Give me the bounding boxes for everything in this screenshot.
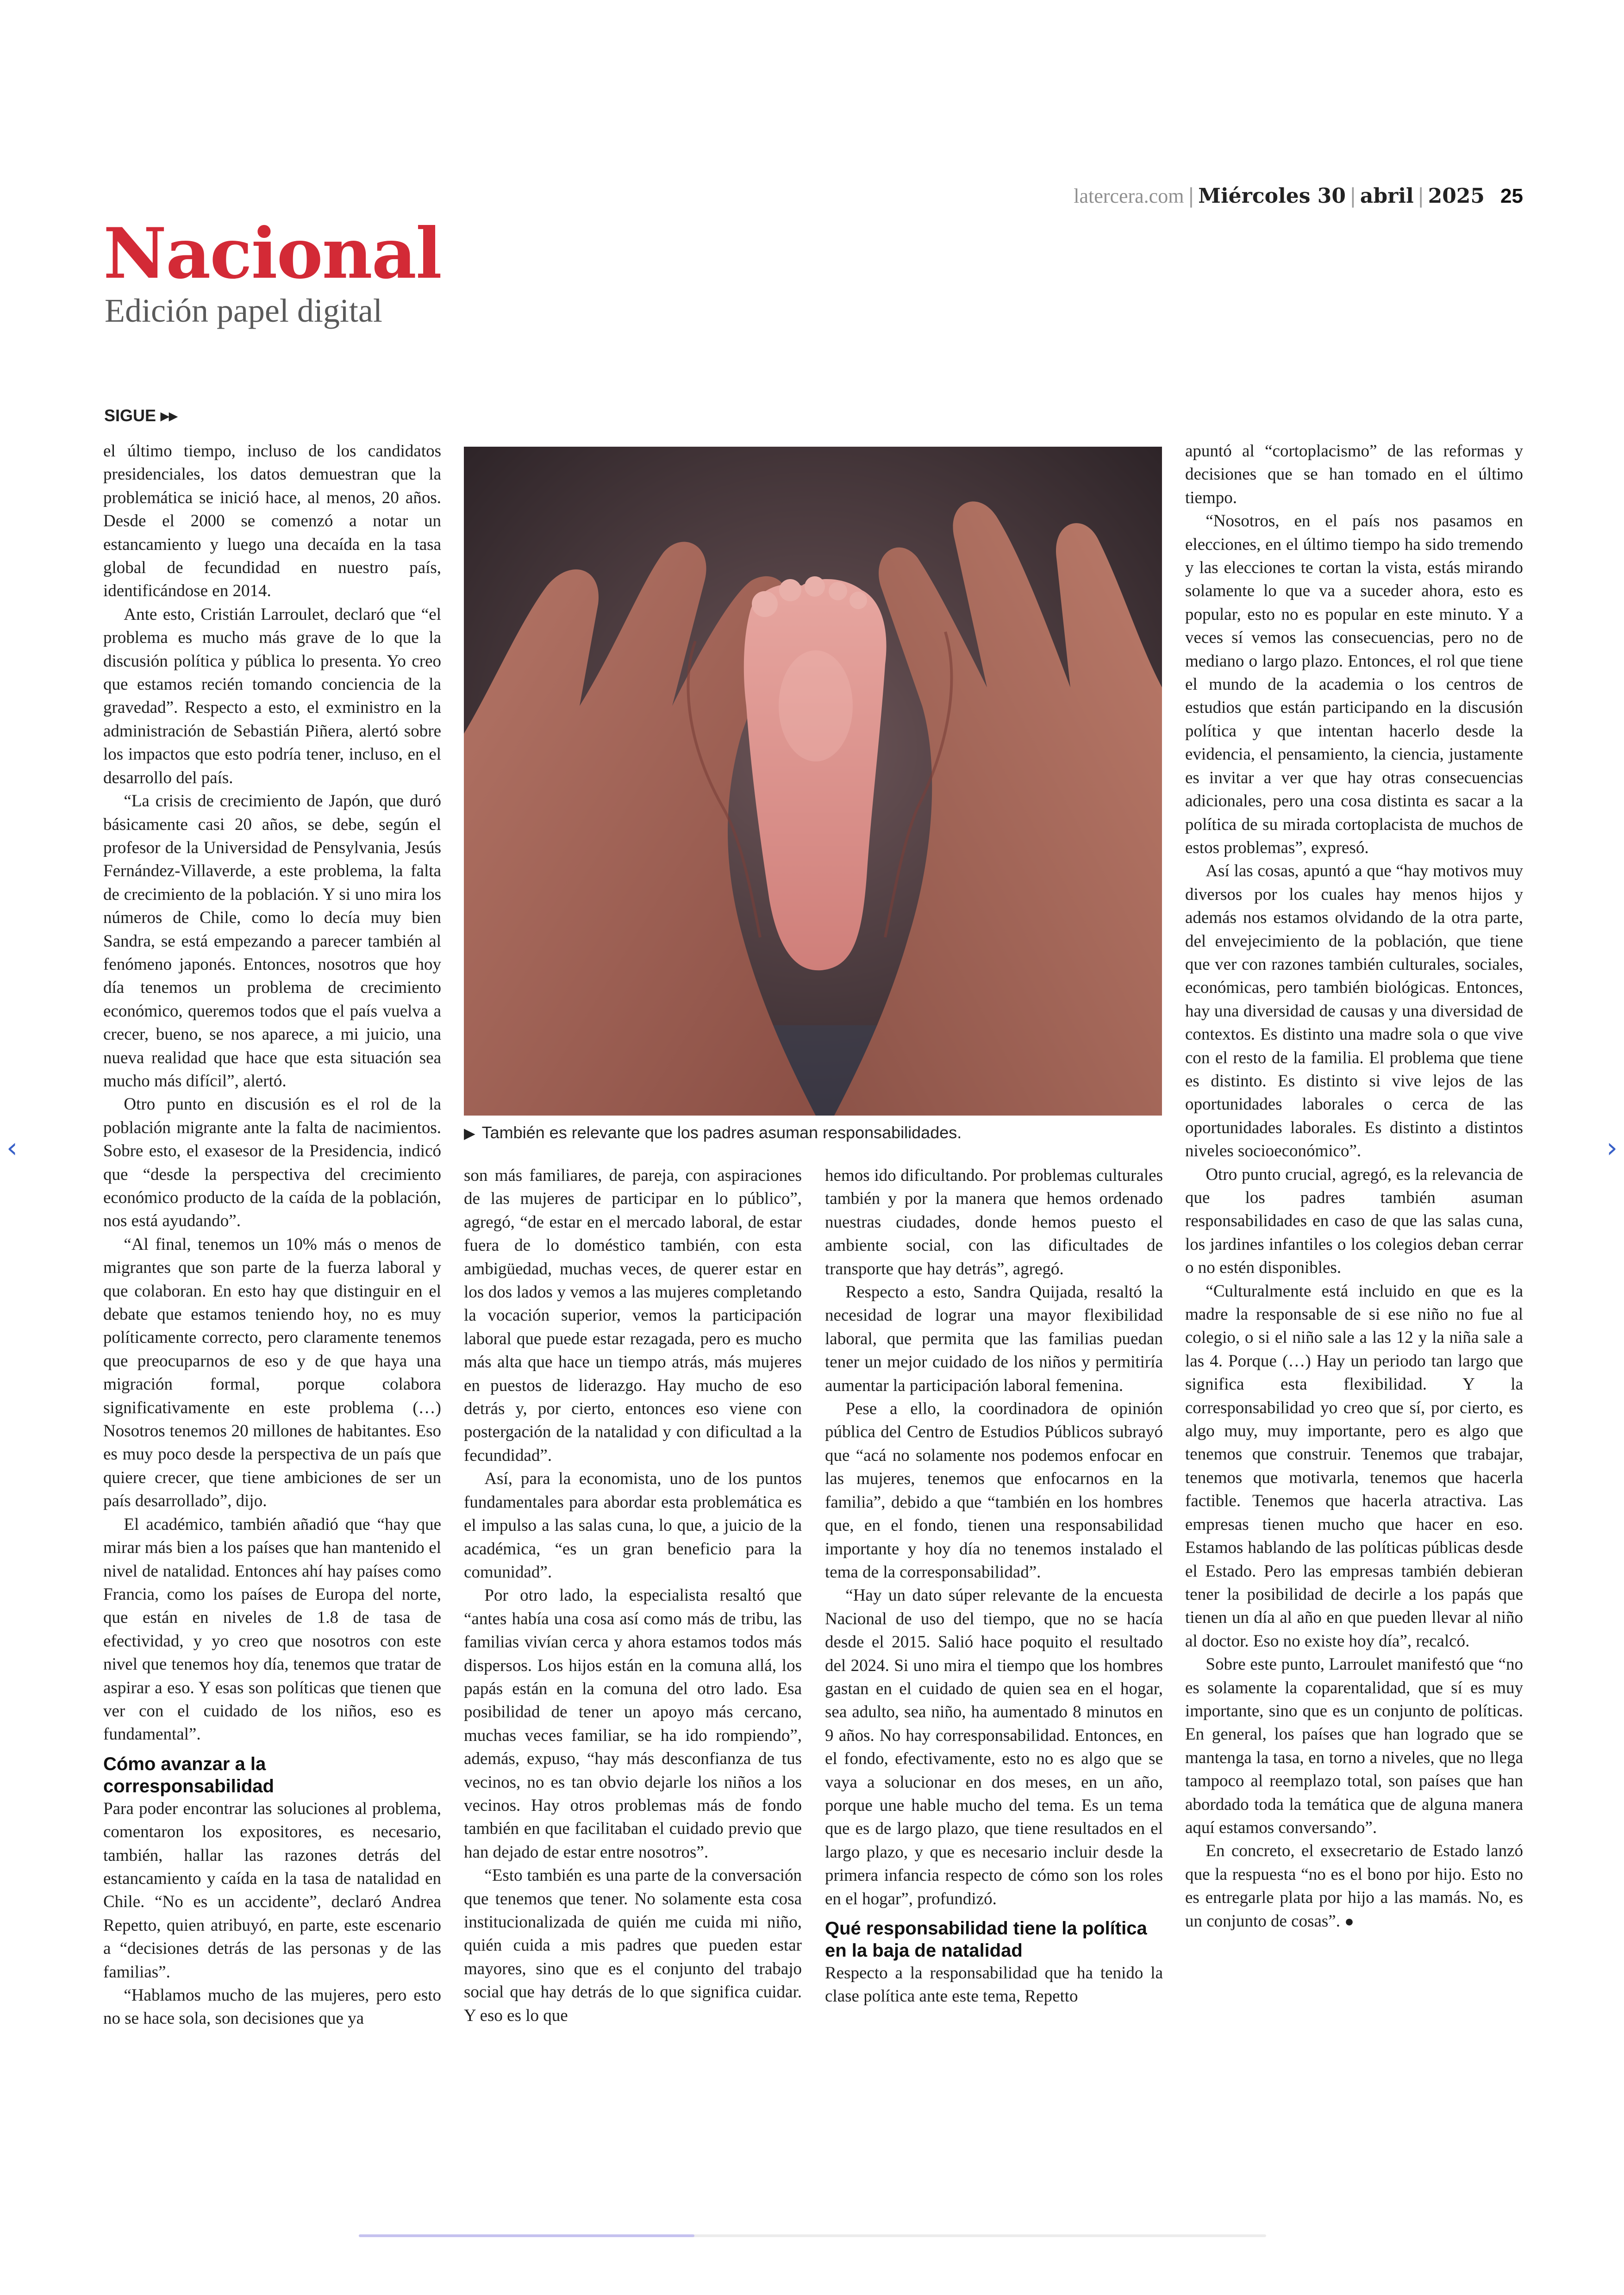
- paragraph: “Culturalmente está incluido en que es la madre la responsable de si ese niño no fue al colegio, o si el niño sale a las 12 y la niña sale a las 4. Porque (…) Hay un periodo tan largo que significa esta flexibilidad. Y la corresponsabilidad yo creo que sí, por cierto, es algo muy, muy importante, pero es algo que tenemos que construir. Tenemos que trabajar, tenemos que motivarla, tenemos que hacerla factible. Tenemos que hacerla atractiva. Las empresas tienen mucho que hacer en eso. Estamos hablando de las políticas públicas desde el Estado. Pero las empresas también debieran tener la posibilidad de decirle a los papás que tienen un día al año en que pueden llevar al niño al doctor. Eso no existe hoy día”, recalcó.: [1185, 1281, 1523, 1651]
- next-page-button[interactable]: [1606, 1132, 1618, 1164]
- sigue-label: SIGUE ▸▸: [104, 406, 178, 425]
- chevron-right-icon: ›: [1606, 1132, 1618, 1164]
- paragraph: “Nosotros, en el país nos pasamos en elecciones, en el último tiempo ha sido tremendo y las elecciones te cortan la vista, estás mirando solamente lo que va a suceder ahora, esto es popular, esto no es popular en este minuto. Y a veces sí vemos las consecuencias, pero no de mediano o largo plazo. Entonces, el rol que tiene el mundo de la academia o los centros de estudios que están participando en la discusión política y que intentan hacerlo desde la evidencia, el pensamiento, la ciencia, justamente es invitar a ver que hay otras consecuencias adicionales, pero una cosa distinta es sacar a la política de su mirada cortoplacista de muchos de estos problemas”, expresó.: [1185, 511, 1523, 857]
- section-title: Nacional: [103, 213, 441, 294]
- paragraph: son más familiares, de pareja, con aspiraciones de las mujeres de participar en lo público”, agregó, “de estar en el mercado laboral, de estar fuera de lo doméstico también, con esta ambigüedad, muchas veces, de querer estar en los dos lados y vemos a las mujeres completando la vocación superior, vemos la participación laboral que puede estar rezagada, pero es mucho más alta que hace un tiempo atrás, más mujeres en puestos de liderazgo. Hay mucho de eso detrás y, por cierto, entonces eso viene con postergación de la natalidad y con dificultad a la fecundidad”.: [464, 1166, 802, 1465]
- header-year: 2025: [1428, 184, 1485, 208]
- paragraph: Otro punto crucial, agregó, es la relevancia de que los padres también asuman responsabilidades en caso de que las salas cuna, los jardines infantiles o los colegios deban cerrar o no estén disponibles.: [1185, 1165, 1523, 1278]
- article-column-3: [825, 1164, 1163, 2113]
- paragraph: “Esto también es una parte de la conversación que tenemos que tener. No solamente esta cosa institucionalizada de quién me cuida mi niño, quién cuida a mis padres que pueden estar mayores, sino que es el conjunto del trabajo social que hay detrás de lo que significa cuidar. Y eso es lo que: [464, 1866, 802, 2025]
- subheading-corresponsabilidad: Cómo avanzar a la corresponsabilidad: [103, 1753, 274, 1796]
- paragraph: Así, para la economista, uno de los puntos fundamentales para abordar esta problemática es el impulso a las salas cuna, lo que, a juicio de la académica, “es un gran beneficio para la comunidad”.: [464, 1469, 802, 1582]
- paragraph: Por otro lado, la especialista resaltó que “antes había una cosa así como más de tribu, las familias vivían cerca y ahora estamos todos más dispersos. Los hijos están en la comuna allá, los papás están en la comuna del otro lado. Esa posibilidad de tener un apoyo más cercano, muchas veces familiar, se ha ido rompiendo”, además, expuso, “hay más desconfianza de tus vecinos, no es tan obvio dejarle los niños a los vecinos. Hay otros problemas más de fondo también en que facilitaban el cuidado previo que han dejado de estar entre nosotros”.: [464, 1586, 802, 1862]
- paragraph-text: En concreto, el exsecretario de Estado lanzó que la respuesta “no es el bono por hijo. Esto no es entregarle plata por hijo a las mamás. No, es un conjunto de cosas”.: [1185, 1841, 1523, 1931]
- paragraph: Pese a ello, la coordinadora de opinión pública del Centro de Estudios Públicos subrayó que “acá no solamente nos podemos enfocar en las mujeres, tenemos que enfocarnos en la familia”, debido a que “también en los hombres que, en el fondo, tienen una responsabilidad importante y hoy día no tenemos instalado el tema de la corresponsabilidad”.: [825, 1399, 1163, 1582]
- caption-text: También es relevante que los padres asuman responsabilidades.: [481, 1123, 962, 1142]
- paragraph: apuntó al “cortoplacismo” de las reformas y decisiones que se han tomado en el último tiempo.: [1185, 442, 1523, 507]
- site-name: latercera.com: [1074, 185, 1184, 207]
- paragraph: hemos ido dificultando. Por problemas culturales también y por la manera que hemos ordenado nuestras ciudades, donde hemos puesto el ambiente social, con las dificultades de transporte que hay detrás”, agregó.: [825, 1166, 1163, 1278]
- scrollbar-thumb[interactable]: [359, 2234, 694, 2237]
- paragraph: Para poder encontrar las soluciones al problema, comentaron los expositores, es necesario, también, hallar las razones detrás del estancamiento y caída en la tasa de natalidad en Chile. “No es un accidente”, declaró Andrea Repetto, quien atribuyó, en parte, este escenario a “decisiones detrás de las personas y de las familias”.: [103, 1799, 441, 1982]
- paragraph: “Al final, tenemos un 10% más o menos de migrantes que son parte de la fuerza laboral y que colaboran. En esto hay que distinguir en el debate que estamos teniendo hoy, no es muy políticamente correcto, pero claramente tenemos que preocuparnos de eso y de que haya una migración formal, porque colabora significativamente en este problema (…) Nosotros tenemos 20 millones de habitantes. Eso es muy poco desde la perspectiva de un país que quiere crecer, que tiene ambiciones de ser un país desarrollado”, dijo.: [103, 1235, 441, 1511]
- photo-caption: [464, 1123, 1162, 1142]
- subheading-politica: Qué responsabilidad tiene la política en la baja de natalidad: [825, 1918, 1147, 1961]
- prev-page-button[interactable]: [6, 1132, 18, 1164]
- paragraph: Otro punto en discusión es el rol de la población migrante ante la falta de nacimientos. Sobre esto, el exasesor de la Presidencia, indicó que “desde la perspectiva del crecimiento económico producto de la caída de la población, nos está ayudando”.: [103, 1095, 441, 1231]
- header-separator: |: [1349, 184, 1356, 208]
- header-separator: |: [1417, 184, 1424, 208]
- header-date: Miércoles 30: [1198, 184, 1346, 208]
- photo-hands-baby-foot: [464, 447, 1162, 1116]
- header-separator: |: [1187, 184, 1195, 208]
- page-scrollbar[interactable]: [359, 2234, 1266, 2237]
- article-column-2: [464, 1164, 802, 2113]
- paragraph: Sobre este punto, Larroulet manifestó que “no es solamente la coparentalidad, que sí es muy importante, sino que es un conjunto de políticas. En general, los países que han logrado que se mantenga la tasa, en torno a niveles, que no llega tampoco al reemplazo total, son países que han abordado toda la temática que de alguna manera aquí estamos conversando”.: [1185, 1655, 1523, 1837]
- end-mark-icon: ●: [1344, 1913, 1354, 1930]
- paragraph: el último tiempo, incluso de los candidatos presidenciales, los datos demuestran que la problemática se inició hace, al menos, 20 años. Desde el 2000 se comenzó a notar un estancamiento y luego una decaída en la tasa global de fecundidad en nuestro país, identificándose en 2014.: [103, 442, 441, 601]
- paragraph: “Hay un dato súper relevante de la encuesta Nacional de uso del tiempo, que no se hacía desde el 2015. Salió hace poquito el resultado del 2024. Si uno mira el tiempo que los hombres gastan en el cuidado de quien sea en el hogar, sea adulto, sea niño, ha aumentado 8 minutos en 9 años. No hay corresponsabilidad. Entonces, en el fondo, efectivamente, esto no es algo que se vaya a solucionar en dos meses, en un año, porque une hable mucho del tema. Es un tema que es de largo plazo, que tiene resultados en el largo plazo, y que es necesario incluir desde la primera infancia respecto de cómo son los roles en el hogar”, profundizó.: [825, 1586, 1163, 1908]
- paragraph: Así las cosas, apuntó a que “hay motivos muy diversos por los cuales hay menos hijos y además nos estamos olvidando de la otra parte, del envejecimiento de la población, que tiene que ver con razones también culturales, sociales, económicas, pero también biológicas. Entonces, hay una diversidad de causas y una diversidad de contextos. Es distinto una madre sola o que vive con el resto de la familia. El problema que tiene es distinto. Es distinto si vive lejos de las oportunidades laborales o cerca de las oportunidades laborales. Es distinto a distintos niveles socioeconómico”.: [1185, 861, 1523, 1161]
- paragraph: Ante esto, Cristián Larroulet, declaró que “el problema es mucho más grave de lo que la discusión política y pública lo presenta. Yo creo que estamos recién tomando conciencia de la gravedad”. Respecto a esto, el exministro en la administración de Sebastián Piñera, alertó sobre los impactos que esto podría tener, incluso, en el desarrollo del país.: [103, 605, 441, 787]
- article-column-1: [103, 440, 441, 2111]
- paragraph: Respecto a esto, Sandra Quijada, resaltó la necesidad de lograr una mayor flexibilidad laboral, que permita que las familias puedan tener un mejor cuidado de los niños y permitiría aumentar la participación laboral femenina.: [825, 1283, 1163, 1395]
- page-header-meta: [1074, 184, 1523, 208]
- chevron-left-icon: ‹: [6, 1132, 18, 1164]
- paragraph: Respecto a la responsabilidad que ha tenido la clase política ante este tema, Repetto: [825, 1964, 1163, 2006]
- article-column-4: [1185, 440, 1523, 2111]
- page-number: 25: [1500, 185, 1523, 207]
- paragraph: El académico, también añadió que “hay que mirar más bien a los países que han mantenido el nivel de natalidad. Entonces ahí hay países como Francia, como los países de Europa del norte, que están en niveles de 1.8 de tasa de efectividad, y yo creo que nosotros con este nivel que tenemos hoy día, tenemos que tratar de aspirar a eso. Y esas son políticas que tienen que ver con el cuidado de los niños, eso es fundamental”.: [103, 1515, 441, 1744]
- caption-marker-icon: ▶: [464, 1125, 475, 1141]
- section-subtitle: Edición papel digital: [105, 292, 382, 329]
- paragraph-last: [1185, 1840, 1523, 1933]
- paragraph: “La crisis de crecimiento de Japón, que duró básicamente casi 20 años, se debe, según el profesor de la Universidad de Pensylvania, Jesús Fernández-Villaverde, a este problema, la falta de crecimiento de la población. Y si uno mira los números de Chile, como lo decía muy bien Sandra, se está empezando a parecer también al fenómeno japonés. Entonces, nosotros que hoy día tenemos un problema de crecimiento económico, queremos todos que el país vuelva a crecer, bueno, se nos aparece, a mi juicio, una nueva realidad que hace que esta situación sea mucho más difícil”, alertó.: [103, 792, 441, 1091]
- article-photo: [464, 447, 1162, 1116]
- header-month: abril: [1360, 184, 1414, 208]
- paragraph: “Hablamos mucho de las mujeres, pero esto no se hace sola, son decisiones que ya: [103, 1986, 441, 2028]
